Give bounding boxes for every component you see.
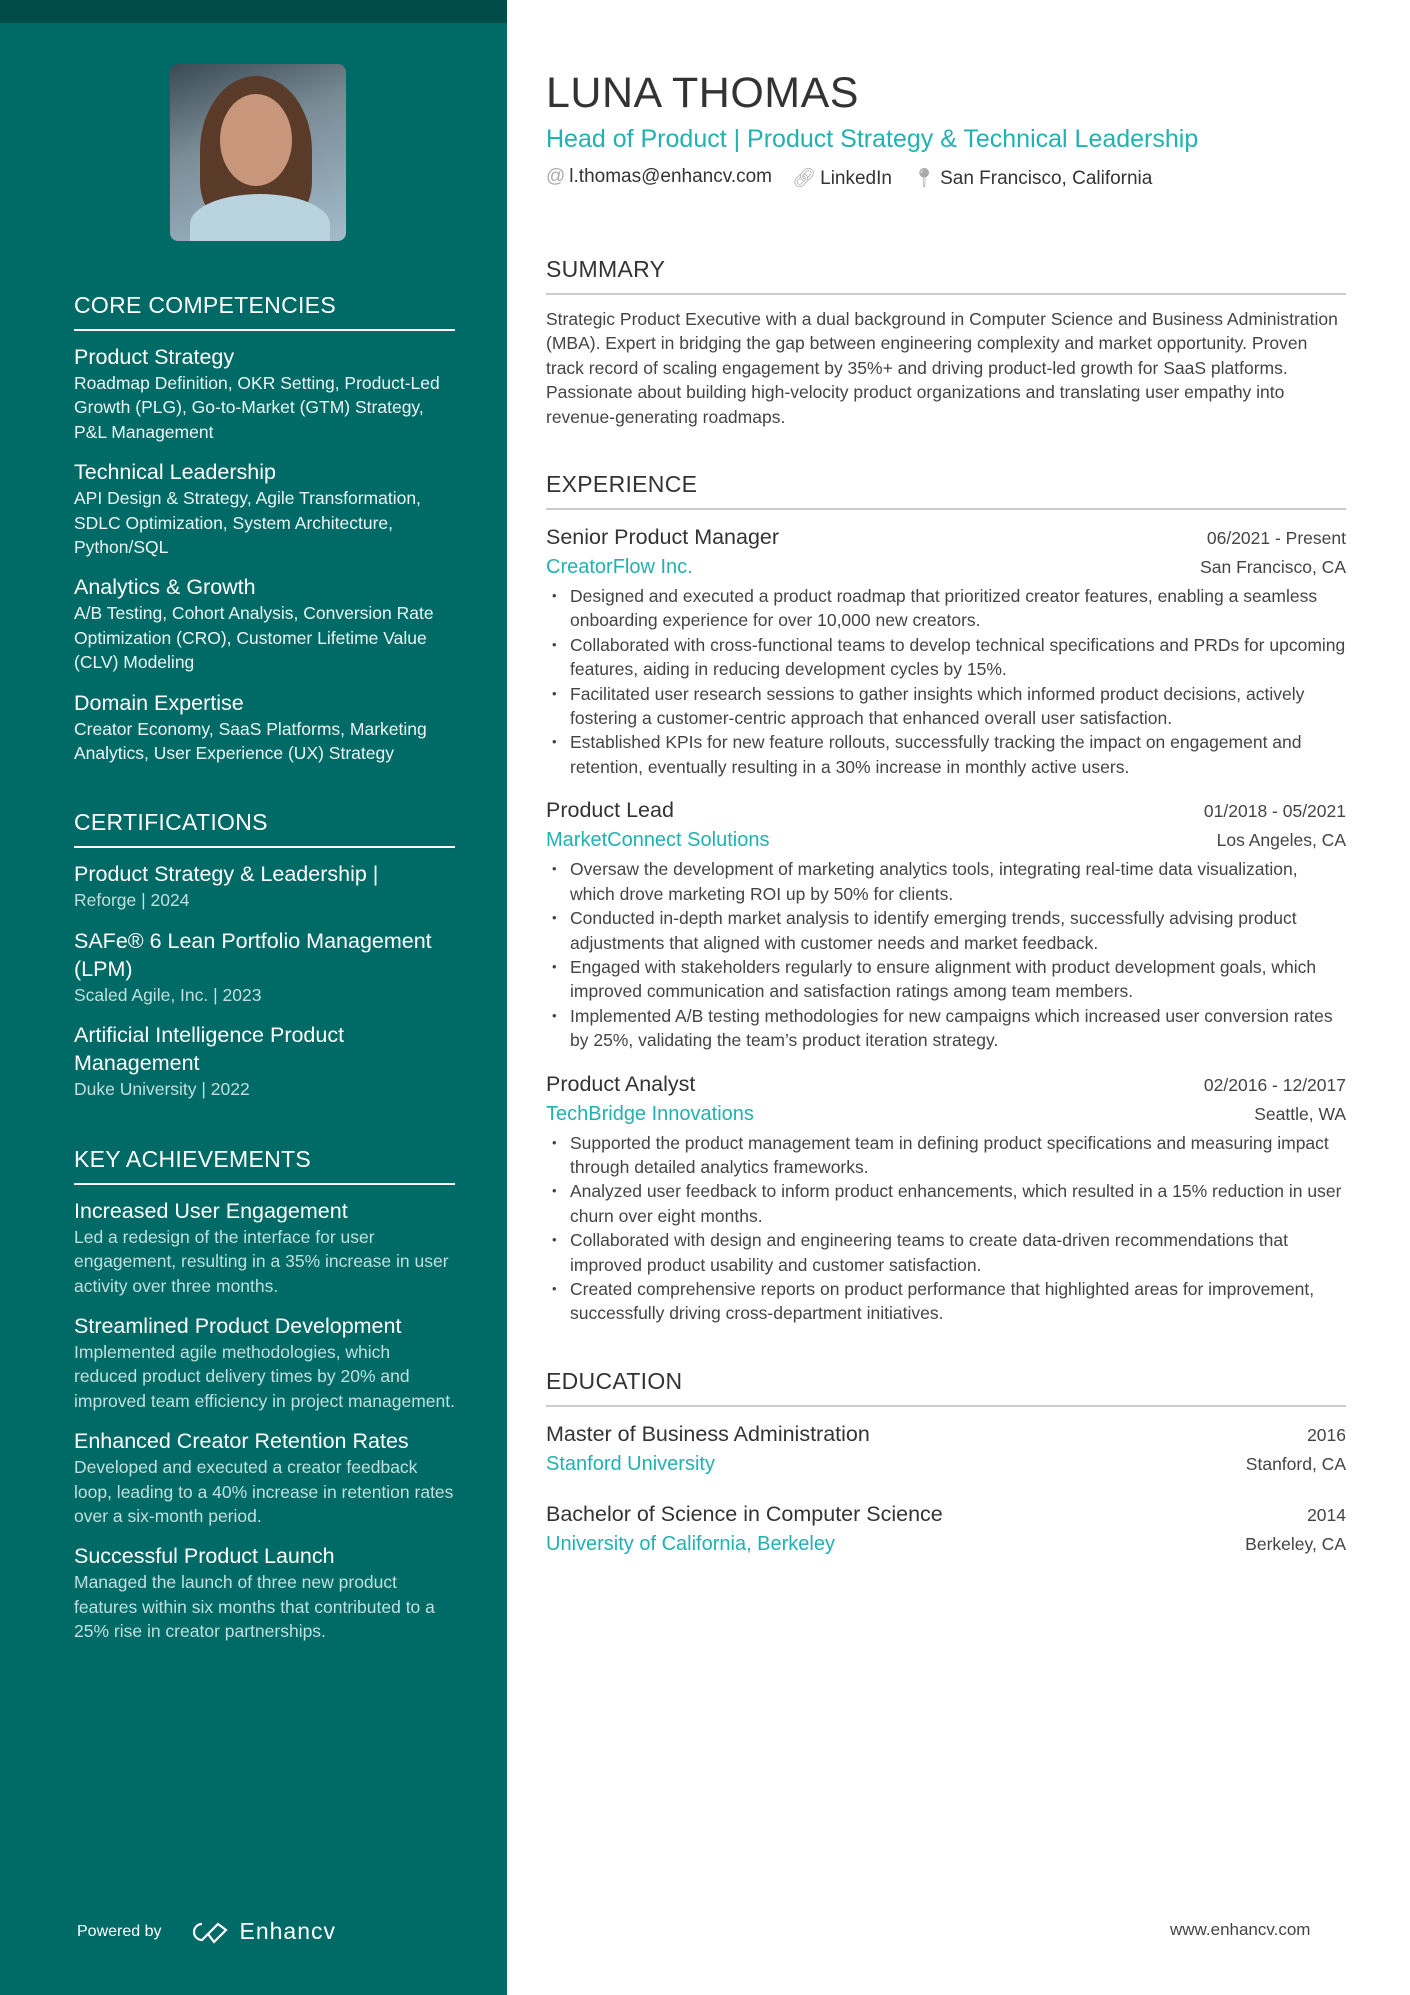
- certifications-section: [74, 809, 455, 1101]
- competencies-section: [74, 292, 455, 765]
- bullet-item: • Conducted in-depth market analysis to identify emerging trends, successfully advising product adjustments that aligned with customer needs and market feedback.: [546, 906, 1346, 955]
- job-entry: [546, 522, 1346, 779]
- achievements-item-title: Streamlined Product Development: [74, 1313, 402, 1338]
- email-text: l.thomas@enhancv.com: [569, 166, 772, 187]
- enhancv-logo[interactable]: [188, 1918, 337, 1945]
- link-icon: 🔗︎: [792, 168, 817, 189]
- competencies-heading: CORE COMPETENCIES: [74, 292, 455, 331]
- achievements-item-desc: Developed and executed a creator feedback loop, leading to a 40% increase in retention rates over a six-month period.: [74, 1457, 454, 1526]
- education-heading: EDUCATION: [546, 1368, 1346, 1407]
- main-content: [546, 66, 1346, 1559]
- certifications-item-desc: Scaled Agile, Inc. | 2023: [74, 984, 262, 1005]
- job-entry: [546, 795, 1346, 1052]
- job-header: [546, 522, 1346, 552]
- linkedin-text: LinkedIn: [820, 168, 892, 189]
- contact-info: [546, 166, 1346, 190]
- bullet-item: • Facilitated user research sessions to gather insights which informed product decisions, actively fostering a customer-centric approach that enhanced overall user satisfaction.: [546, 682, 1346, 731]
- achievements-heading: KEY ACHIEVEMENTS: [74, 1146, 455, 1185]
- bullet-item: • Oversaw the development of marketing analytics tools, integrating real-time data visualization, which drove marketing ROI up by 50% for clients.: [546, 857, 1346, 906]
- bullet-item: • Collaborated with design and engineering teams to create data-driven recommendations that improved product usability and customer satisfaction.: [546, 1228, 1346, 1277]
- certifications-heading: CERTIFICATIONS: [74, 809, 455, 848]
- powered-by-label: Powered by: [77, 1922, 162, 1940]
- job-bullets: [546, 857, 1346, 1052]
- brand-name: Enhancv: [239, 1918, 337, 1944]
- summary-section: [546, 256, 1346, 429]
- bullet-item: • Designed and executed a product roadmap that prioritized creator features, enabling a seamless onboarding experience for over 10,000 new creators.: [546, 584, 1346, 633]
- bullet-item: • Created comprehensive reports on product performance that highlighted areas for improvement, successfully driving cross-department initiatives.: [546, 1277, 1346, 1326]
- education-section: [546, 1368, 1346, 1559]
- education-entry: [546, 1419, 1346, 1479]
- achievements-section: [74, 1146, 455, 1644]
- bullet-item: • Analyzed user feedback to inform product enhancements, which resulted in a 15% reduction in user churn over eight months.: [546, 1179, 1346, 1228]
- education-header: [546, 1419, 1346, 1449]
- job-role: Product Lead: [546, 798, 674, 823]
- experience-section: [546, 471, 1346, 1326]
- achievements-item-title: Increased User Engagement: [74, 1198, 348, 1223]
- certifications-item-desc: Duke University | 2022: [74, 1079, 250, 1100]
- graduation-year: 2016: [1307, 1424, 1346, 1445]
- competencies-item-desc: A/B Testing, Cohort Analysis, Conversion Rate Optimization (CRO), Customer Lifetime Value (CLV) Modeling: [74, 603, 434, 673]
- job-company-row: [546, 1099, 1346, 1129]
- bullet-item: • Established KPIs for new feature rollouts, successfully tracking the impact on engagement and retention, eventually resulting in a 30% increase in monthly active users.: [546, 730, 1346, 779]
- job-role: Product Analyst: [546, 1071, 696, 1096]
- sidebar-content: [74, 292, 455, 1644]
- powered-by: [77, 1918, 336, 1945]
- education-header: [546, 1499, 1346, 1529]
- education-entry: [546, 1499, 1346, 1559]
- competencies-item-title: Technical Leadership: [74, 460, 276, 485]
- degree: Master of Business Administration: [546, 1421, 870, 1446]
- job-bullets: [546, 1131, 1346, 1326]
- achievements-item-title: Successful Product Launch: [74, 1544, 335, 1569]
- candidate-title: Head of Product | Product Strategy & Technical Leadership: [546, 125, 1199, 153]
- job-location: San Francisco, CA: [1200, 557, 1346, 578]
- profile-photo: [170, 64, 346, 241]
- job-location: Los Angeles, CA: [1216, 830, 1346, 851]
- location: [912, 166, 1152, 190]
- graduation-year: 2014: [1307, 1504, 1346, 1525]
- achievements-item-desc: Managed the launch of three new product features within six months that contributed to a 25% rise in creator partnerships.: [74, 1572, 435, 1642]
- job-company-row: [546, 552, 1346, 582]
- job-entry: [546, 1069, 1346, 1326]
- school-name[interactable]: University of California, Berkeley: [546, 1532, 835, 1555]
- competencies-item-desc: Roadmap Definition, OKR Setting, Product-Led Growth (PLG), Go-to-Market (GTM) Strategy, P&L Management: [74, 373, 440, 442]
- linkedin-link[interactable]: [792, 166, 892, 190]
- job-role: Senior Product Manager: [546, 525, 780, 550]
- school-location: Berkeley, CA: [1245, 1533, 1346, 1554]
- email-link[interactable]: [546, 166, 772, 190]
- sidebar: [0, 0, 507, 1995]
- summary-text: Strategic Product Executive with a dual background in Computer Science and Business Administration (MBA). Expert in bridging the gap between engineering complexity and market opportunity. Proven track record of scaling engagement by 35%+ and driving product-led growth for SaaS platforms. Passionate about building high-velocity product organizations and translating user empathy into revenue-generating roadmaps.: [546, 309, 1338, 427]
- at-icon: @: [546, 166, 566, 187]
- candidate-name: LUNA THOMAS: [546, 69, 859, 117]
- school-row: [546, 1529, 1346, 1559]
- job-dates: 01/2018 - 05/2021: [1203, 801, 1346, 822]
- summary-heading: SUMMARY: [546, 256, 1346, 295]
- job-header: [546, 795, 1346, 825]
- location-pin-icon: 📍︎: [911, 168, 937, 189]
- competencies-item-title: Domain Expertise: [74, 690, 244, 715]
- certifications-item-title: Artificial Intelligence Product Management: [74, 1023, 345, 1076]
- bullet-item: • Implemented A/B testing methodologies for new campaigns which increased user conversion rates by 25%, validating the team’s product iteration strategy.: [546, 1004, 1346, 1053]
- competencies-item-title: Analytics & Growth: [74, 575, 256, 600]
- job-dates: 02/2016 - 12/2017: [1203, 1074, 1346, 1095]
- job-header: [546, 1069, 1346, 1099]
- school-location: Stanford, CA: [1245, 1453, 1346, 1474]
- certifications-item-title: SAFe® 6 Lean Portfolio Management (LPM): [74, 928, 432, 981]
- job-company-row: [546, 825, 1346, 855]
- bullet-item: • Collaborated with cross-functional teams to develop technical specifications and PRDs for upcoming features, aiding in reducing development cycles by 15%.: [546, 633, 1346, 682]
- achievements-item-title: Enhanced Creator Retention Rates: [74, 1429, 409, 1454]
- enhancv-logo-icon: [188, 1920, 232, 1944]
- competencies-item-desc: API Design & Strategy, Agile Transformation, SDLC Optimization, System Architecture, Python/SQL: [74, 488, 421, 558]
- achievements-item-desc: Implemented agile methodologies, which reduced product delivery times by 20% and improved team efficiency in project management.: [74, 1341, 455, 1411]
- competencies-item-desc: Creator Economy, SaaS Platforms, Marketing Analytics, User Experience (UX) Strategy: [74, 718, 427, 764]
- top-band: [0, 0, 507, 23]
- bullet-item: • Supported the product management team in defining product specifications and measuring impact through detailed analytics frameworks.: [546, 1131, 1346, 1180]
- achievements-item-desc: Led a redesign of the interface for user engagement, resulting in a 35% increase in user activity over three months.: [74, 1226, 449, 1296]
- footer-url[interactable]: www.enhancv.com: [1170, 1920, 1311, 1939]
- school-row: [546, 1449, 1346, 1479]
- company-name[interactable]: TechBridge Innovations: [546, 1102, 754, 1125]
- job-dates: 06/2021 - Present: [1206, 528, 1346, 549]
- certifications-item-desc: Reforge | 2024: [74, 890, 190, 911]
- job-location: Seattle, WA: [1254, 1103, 1346, 1124]
- competencies-item-title: Product Strategy: [74, 345, 235, 369]
- experience-heading: EXPERIENCE: [546, 471, 1346, 510]
- company-name[interactable]: MarketConnect Solutions: [546, 829, 770, 852]
- company-name[interactable]: CreatorFlow Inc.: [546, 556, 693, 579]
- degree: Bachelor of Science in Computer Science: [546, 1501, 943, 1526]
- bullet-item: • Engaged with stakeholders regularly to ensure alignment with product development goals, which improved communication and satisfaction ratings among team members.: [546, 955, 1346, 1004]
- certifications-item-title: Product Strategy & Leadership |: [74, 862, 379, 887]
- school-name[interactable]: Stanford University: [546, 1452, 715, 1475]
- job-bullets: [546, 584, 1346, 779]
- location-text: San Francisco, California: [940, 168, 1153, 189]
